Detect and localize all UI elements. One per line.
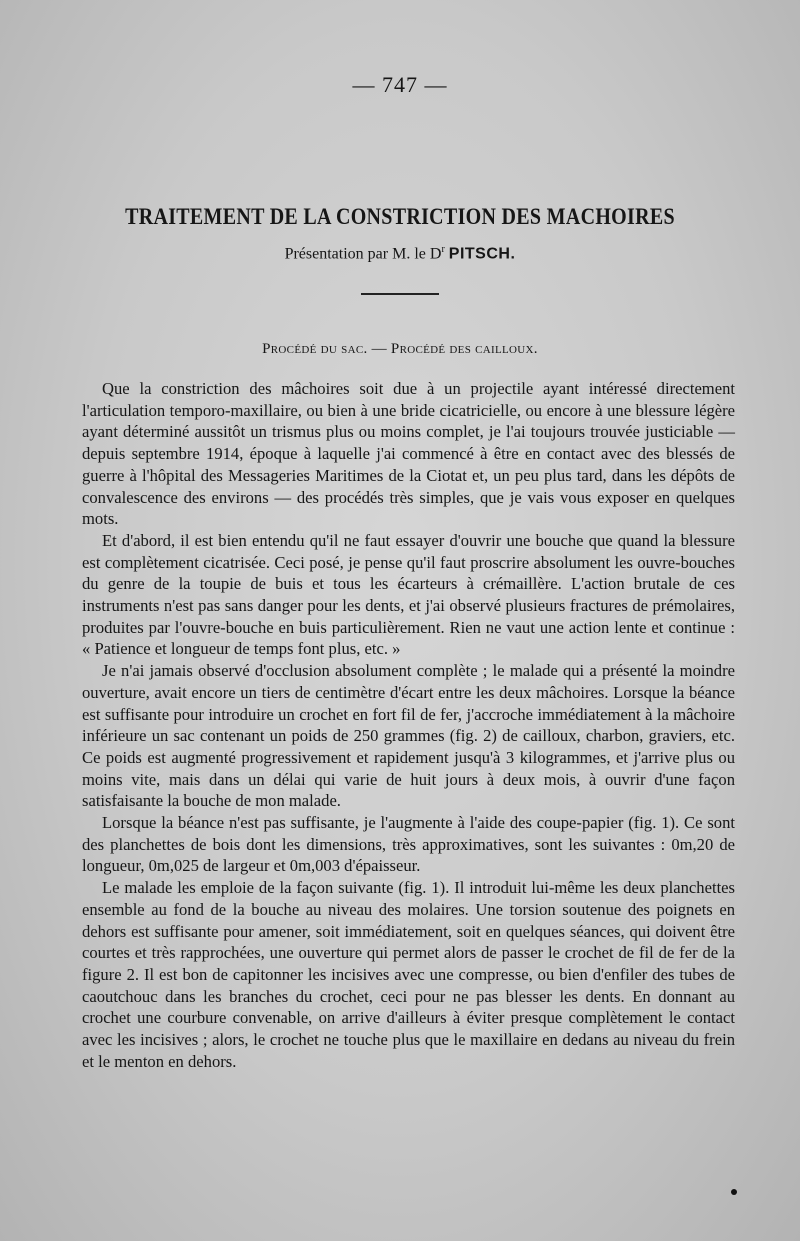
paragraph: Lorsque la béance n'est pas suffisante, je l'augmente à l'aide des coupe-papier (fig. 1). Ce sont des planchettes de bois dont les dimensions, très approximatives, sont les suivantes : 0m,20 de longueur, 0m,025 de largeur et 0m,003 d'épaisseur. (82, 813, 735, 876)
paragraph: Le malade les emploie de la façon suivante (fig. 1). Il introduit lui-même les deux planchettes ensemble au fond de la bouche au niveau des molaires. Une torsion soutenue des poignets en dehors est suffisante pour amener, soit immédiatement, soit en quelques séances, qui doivent être courtes et très rapprochées, une ouverture qui permet alors de passer le crochet de fil de fer de la figure 2. Il est bon de capitonner les incisives avec une compresse, ou bien d'enfiler des tubes de caoutchouc dans les branches du crochet, ceci pour ne pas blesser les dents. En donnant au crochet une courbure convenable, on arrive d'ailleurs à éviter presque complètement le contact avec les incisives ; alors, le crochet ne touche plus que le maxillaire en dedans au niveau du frein et le menton en dehors. (82, 878, 735, 1071)
article-title: TRAITEMENT DE LA CONSTRICTION DES MACHOIRES (125, 204, 675, 230)
ink-dot (731, 1189, 737, 1195)
page-number: — 747 — (352, 72, 448, 97)
paragraph: Je n'ai jamais observé d'occlusion absolument complète ; le malade qui a présenté la moindre ouverture, avait encore un tiers de centimètre d'écart entre les deux mâchoires. Lorsque la béance est suffisante pour introduire un crochet en fort fil de fer, j'accroche immédiatement à la mâchoire inférieure un sac contenant un poids de 250 grammes (fig. 2) de cailloux, charbon, graviers, etc. Ce poids est augmenté progressivement et rapidement jusqu'à 3 kilogrammes, et j'arrive plus ou moins vite, mais dans un délai qui varie de huit jours à deux mois, à ouvrir d'une façon satisfaisante la bouche de mon malade. (82, 661, 735, 811)
presentation-prefix: Présentation par M. le D (284, 245, 442, 263)
paragraph: Que la constriction des mâchoires soit due à un projectile ayant intéressé directement l'articulation temporo-maxillaire, ou bien à une bride cicatricielle, ou encore à une blessure légère ayant déterminé aussitôt un trismus plus ou moins complet, je l'ai toujours trouvée justiciable — depuis septembre 1914, époque à laquelle j'ai commencé à être en contact avec des blessés de guerre à l'hôpital des Messageries Maritimes de la Ciotat et, un peu plus tard, dans les dépôts de convalescence des environs — des procédés très simples, que je vais vous exposer en quelques mots. (82, 379, 735, 529)
separator-rule (361, 293, 439, 295)
presentation-line (0, 244, 800, 263)
body-text (82, 378, 735, 1073)
author-name: PITSCH. (448, 245, 516, 263)
paragraph: Et d'abord, il est bien entendu qu'il ne faut essayer d'ouvrir une bouche que quand la blessure est complètement cicatrisée. Ceci posé, je pense qu'il faut proscrire absolument les ouvre-bouches du genre de la toupie de buis et tous les écarteurs à crémaillère. L'action brutale de ces instruments n'est pas sans danger pour les dents, et j'ai observé plusieurs fractures de prémolaires, produites par l'ouvre-bouche en buis particulièrement. Rien ne vaut une action lente et continue : « Patience et longueur de temps font plus, etc. » (82, 530, 735, 659)
title-superscript: r (441, 244, 445, 255)
section-subtitle: Procédé du sac. — Procédé des cailloux. (262, 341, 538, 357)
